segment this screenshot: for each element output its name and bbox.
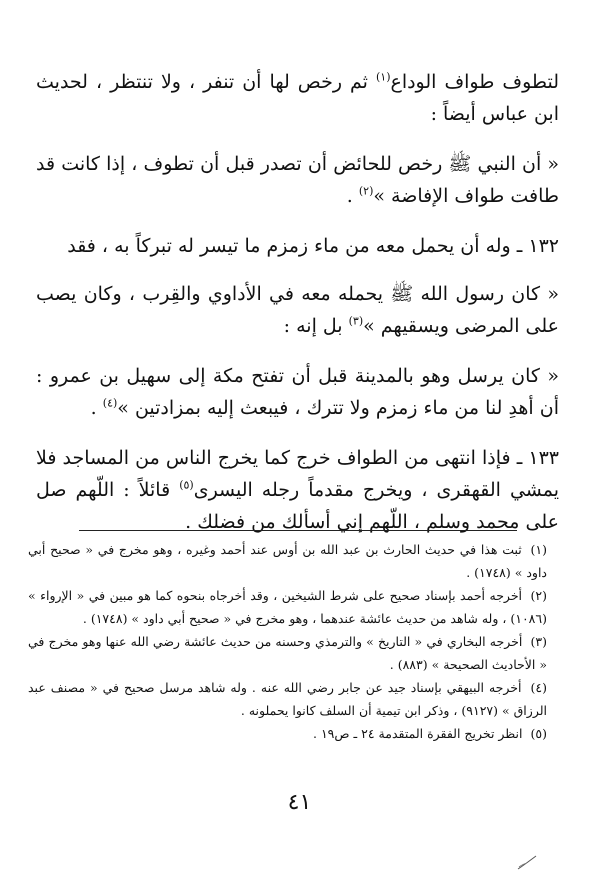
paragraph-text: « أن النبي ﷺ رخص للحائض أن تصدر قبل أن تطوف ، إذا كانت قد طافت طواف الإفاضة » [36,153,559,207]
paragraph-2 [36,148,559,212]
footnotes-section [28,538,547,745]
pen-mark-icon [516,853,538,871]
footnote-number: (٣) [530,634,547,649]
footnote-marker: (٣) [348,314,364,328]
footnote-number: (٤) [530,680,547,695]
paragraph-text: « كان يرسل وهو بالمدينة قبل أن تفتح مكة إلى سهيل بن عمرو : أن أهدِ لنا من ماء زمزم ولا تترك ، فيبعث إليه بمزادتين » [36,365,559,419]
footnote-text: أخرجه البخاري في « التاريخ » والترمذي وحسنه من حديث عائشة رضي الله عنها وهو مخرج في « الأحاديث الصحيحة » (٨٨٣) . [28,634,547,672]
paragraph-text: . [90,397,103,419]
footnote-marker: (٥) [179,478,194,492]
footnote-text: انظر تخريج الفقرة المتقدمة ٢٤ ـ ص١٩ . [313,726,523,741]
footnote-text: أخرجه البيهقي بإسناد جيد عن جابر رضي الله عنه . وله شاهد مرسل صحيح في « مصنف عبد الرزاق » (٩١٢٧) ، وذكر ابن تيمية أن السلف كانوا يحملونه . [28,680,547,718]
footnote-text: ثبت هذا في حديث الحارث بن عبد الله بن أوس عند أحمد وغيره ، وهو مخرج في « صحيح أبي داود » (١٧٤٨) . [28,542,547,580]
footnote-divider [79,530,517,531]
paragraph-text: بل إنه : [283,315,349,337]
paragraph-6 [36,442,559,538]
footnote-1 [28,538,547,584]
paragraph-text: ١٣٣ ـ فإذا انتهى من الطواف خرج كما يخرج الناس من المساجد فلا يمشي القهقرى ، ويخرج مقدماً رجله اليسرى [36,447,559,501]
paragraph-4 [36,278,559,342]
footnote-5 [28,722,547,745]
paragraph-text: ١٣٢ ـ وله أن يحمل معه من ماء زمزم ما تيسر له تبركاً به ، فقد [67,235,559,257]
paragraph-text: . [346,185,359,207]
footnote-number: (٥) [530,726,547,741]
footnote-number: (١) [530,542,547,557]
paragraph-text: ثم رخص لها أن تنفر ، ولا تنتظر ، لحديث ابن عباس أيضاً : [36,71,559,125]
footnote-marker: (٤) [102,396,118,410]
footnote-marker: (٢) [358,184,374,198]
page-number: ٤١ [287,790,312,815]
paragraph-text: قائلاً : اللّهم صل على محمد وسلم ، اللّهم إني أسألك من فضلك . [36,479,559,533]
paragraph-text: « كان رسول الله ﷺ يحمله معه في الأداوي والقِرب ، وكان يصب على المرضى ويسقيهم » [36,283,559,337]
paragraph-3 [36,230,559,262]
footnote-text: أخرجه أحمد بإسناد صحيح على شرط الشيخين ، وقد أخرجاه بنحوه كما هو مبين في « الإرواء » (١٠٨٦) ، وله شاهد من حديث عائشة عندهما ، وهو مخرج في « صحيح أبي داود » (١٧٤٨) . [28,588,547,626]
footnote-number: (٢) [530,588,547,603]
footnote-marker: (١) [375,70,391,84]
footnote-4 [28,676,547,722]
paragraph-text: لتطوف طواف الوداع [390,71,559,93]
paragraph-1 [36,66,559,130]
footnote-2 [28,584,547,630]
main-text [36,66,559,556]
footnote-3 [28,630,547,676]
paragraph-5 [36,360,559,424]
